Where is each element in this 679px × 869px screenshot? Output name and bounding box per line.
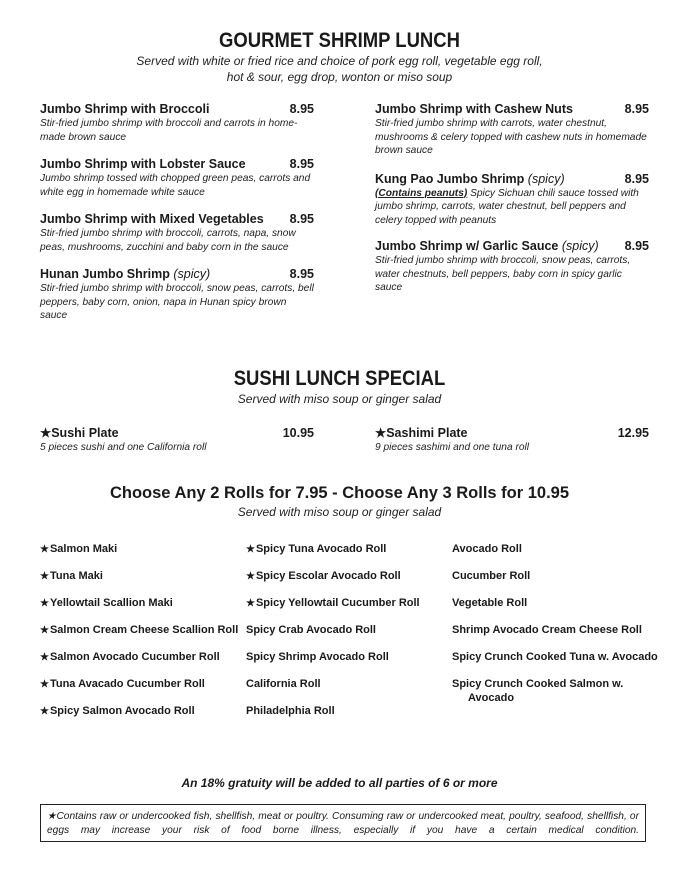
roll-item <box>40 677 238 704</box>
item-description: Jumbo shrimp tossed with chopped green peas, carrots and white egg in homemade white sauce <box>40 173 311 198</box>
raw-star-icon: ★ <box>40 706 49 717</box>
roll-name: Shrimp Avocado Cream Cheese Roll <box>452 624 642 636</box>
item-name: Jumbo Shrimp with Mixed Vegetables <box>40 212 264 226</box>
sashimi-plate-item <box>375 426 649 455</box>
sushi-section-title: SUSHI LUNCH SPECIAL <box>233 367 446 390</box>
roll-name: Salmon Avocado Cucumber Roll <box>49 651 220 663</box>
roll-name: Tuna Maki <box>49 570 103 582</box>
roll-item <box>452 623 658 650</box>
roll-item <box>40 596 238 623</box>
menu-item <box>40 212 314 254</box>
shrimp-subtitle-line-1: Served with white or fried rice and choice of pork egg roll, vegetable egg roll, <box>136 54 543 68</box>
item-description: Stir-fried jumbo shrimp with broccoli, snow peas, carrots, water chestnuts, bell peppers, baby corn in spicy garlic sauce <box>375 255 631 293</box>
roll-name: Yellowtail Scallion Maki <box>49 597 173 609</box>
item-price: 12.95 <box>617 426 649 440</box>
item-price: 8.95 <box>289 157 314 171</box>
raw-star-icon: ★ <box>246 571 255 582</box>
item-description <box>375 187 649 228</box>
item-name <box>40 426 119 441</box>
raw-star-icon: ★ <box>40 544 49 555</box>
item-name-text: Jumbo Shrimp w/ Garlic Sauce <box>375 239 559 253</box>
raw-star-icon: ★ <box>47 811 57 822</box>
gratuity-note: An 18% gratuity will be added to all parties of 6 or more <box>181 776 498 790</box>
roll-item <box>40 704 238 731</box>
raw-food-warning-text: Contains raw or undercooked fish, shellfish, meat or poultry. Consuming raw or undercooked meat, poultry, seafood, shellfish, or eggs may increase your risk of food borne illness, especially if you have a certain medical condition. <box>47 811 639 836</box>
roll-item <box>452 569 658 596</box>
item-name <box>375 172 565 187</box>
item-description: Stir-fried jumbo shrimp with carrots, water chestnut, mushrooms & celery topped with cashew nuts in homemade brown sauce <box>375 118 647 156</box>
item-name: Jumbo Shrimp with Broccoli <box>40 102 210 116</box>
item-price: 8.95 <box>289 212 314 226</box>
roll-name: California Roll <box>246 678 321 690</box>
item-name: Jumbo Shrimp with Lobster Sauce <box>40 157 246 171</box>
spicy-tag: (spicy) <box>527 171 565 186</box>
roll-name: Spicy Crab Avocado Roll <box>246 624 376 636</box>
roll-item <box>452 650 658 677</box>
roll-name: Vegetable Roll <box>452 597 528 609</box>
item-name <box>375 426 468 441</box>
peanut-warning: (Contains peanuts) <box>375 187 468 199</box>
roll-name: Avocado Roll <box>452 543 522 555</box>
roll-name: Philadelphia Roll <box>246 705 335 717</box>
item-description: Stir-fried jumbo shrimp with broccoli and carrots in home-made brown sauce <box>40 118 298 143</box>
rolls-column-3 <box>452 542 658 705</box>
item-name <box>375 239 599 254</box>
menu-item <box>375 102 649 158</box>
item-price: 8.95 <box>624 102 649 116</box>
raw-star-icon: ★ <box>40 679 49 690</box>
shrimp-section-title: GOURMET SHRIMP LUNCH <box>219 29 460 52</box>
roll-item <box>246 623 420 650</box>
roll-item <box>40 623 238 650</box>
roll-item <box>452 596 658 623</box>
raw-star-icon: ★ <box>375 426 387 440</box>
roll-name: Cucumber Roll <box>452 570 531 582</box>
roll-name: Spicy Crunch Cooked Salmon w. <box>452 678 624 690</box>
raw-star-icon: ★ <box>40 652 49 663</box>
roll-item <box>40 569 238 596</box>
item-description-text: Spicy Sichuan chili sauce tossed with jumbo shrimp, carrots, water chestnut, bell peppers and celery topped with peanuts <box>375 187 639 226</box>
roll-name: Spicy Crunch Cooked Tuna w. Avocado <box>452 651 658 663</box>
roll-name: Spicy Salmon Avocado Roll <box>49 705 195 717</box>
roll-item <box>452 542 658 569</box>
raw-star-icon: ★ <box>40 426 52 440</box>
menu-item <box>375 172 649 228</box>
roll-item <box>246 677 420 704</box>
roll-item <box>246 650 420 677</box>
raw-star-icon: ★ <box>40 571 49 582</box>
rolls-title: Choose Any 2 Rolls for 7.95 - Choose Any 3 Rolls for 10.95 <box>109 484 570 502</box>
raw-star-icon: ★ <box>40 625 49 636</box>
roll-name: Tuna Avacado Cucumber Roll <box>49 678 205 690</box>
rolls-column-2 <box>246 542 420 731</box>
roll-name: Salmon Maki <box>49 543 118 555</box>
item-price: 8.95 <box>624 171 649 186</box>
item-price: 8.95 <box>289 102 314 116</box>
sushi-plate-item <box>40 426 314 455</box>
rolls-subtitle: Served with miso soup or ginger salad <box>237 505 442 519</box>
item-description: Stir-fried jumbo shrimp with broccoli, carrots, napa, snow peas, mushrooms, zucchini and baby corn in the sauce <box>40 228 296 253</box>
rolls-column-1 <box>40 542 238 731</box>
item-name-text: Sashimi Plate <box>386 426 468 440</box>
roll-name: Spicy Shrimp Avocado Roll <box>246 651 389 663</box>
roll-name-continued: Avocado <box>468 692 515 704</box>
item-name <box>40 267 210 282</box>
item-price: 8.95 <box>624 239 649 253</box>
roll-item <box>40 650 238 677</box>
raw-star-icon: ★ <box>246 544 255 555</box>
shrimp-right-column <box>375 102 649 309</box>
menu-item <box>40 267 314 323</box>
roll-item <box>246 596 420 623</box>
raw-food-warning-box <box>40 804 646 842</box>
item-name-text: Hunan Jumbo Shrimp <box>40 267 170 281</box>
roll-item <box>246 542 420 569</box>
roll-item <box>246 569 420 596</box>
item-description: 9 pieces sashimi and one tuna roll <box>375 442 530 453</box>
item-description: 5 pieces sushi and one California roll <box>40 442 207 453</box>
menu-item <box>375 239 649 295</box>
roll-name: Spicy Yellowtail Cucumber Roll <box>255 597 420 609</box>
item-name: Jumbo Shrimp with Cashew Nuts <box>375 102 573 116</box>
roll-item <box>40 542 238 569</box>
shrimp-left-column <box>40 102 314 337</box>
roll-name: Spicy Escolar Avocado Roll <box>255 570 401 582</box>
spicy-tag: (spicy) <box>561 239 599 253</box>
item-name-text: Kung Pao Jumbo Shrimp <box>375 171 525 186</box>
raw-star-icon: ★ <box>40 598 49 609</box>
item-description: Stir-fried jumbo shrimp with broccoli, snow peas, carrots, bell peppers, baby corn, onion, napa in Hunan spicy brown sauce <box>40 283 314 321</box>
roll-item <box>246 704 420 731</box>
menu-item <box>40 157 314 199</box>
raw-star-icon: ★ <box>246 598 255 609</box>
roll-item <box>452 677 658 705</box>
roll-name: Salmon Cream Cheese Scallion Roll <box>49 624 239 636</box>
shrimp-subtitle-line-2: hot & sour, egg drop, wonton or miso soup <box>226 70 453 84</box>
spicy-tag: (spicy) <box>173 267 211 281</box>
item-name-text: Sushi Plate <box>51 426 119 440</box>
sushi-subtitle: Served with miso soup or ginger salad <box>237 392 442 406</box>
item-price: 8.95 <box>289 267 314 281</box>
menu-item <box>40 102 314 144</box>
item-price: 10.95 <box>282 426 314 440</box>
roll-name: Spicy Tuna Avocado Roll <box>255 543 387 555</box>
